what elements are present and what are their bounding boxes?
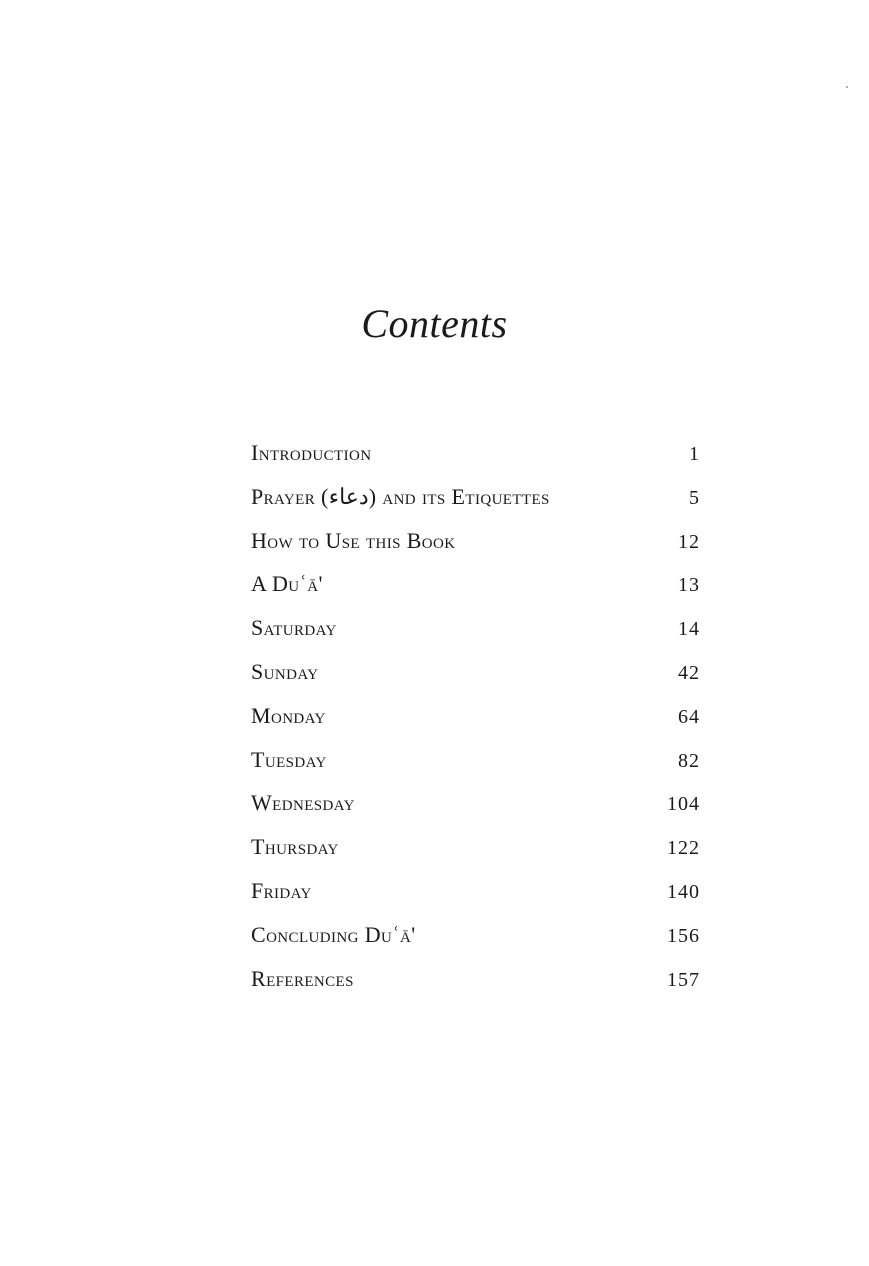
toc-entry-title: How to Use this Book	[251, 527, 456, 553]
toc-entry-page-number: 12	[678, 530, 700, 553]
page-title: Contents	[361, 301, 508, 346]
toc-entry-title: References	[251, 965, 354, 991]
toc-entry-page-number: 122	[667, 837, 700, 860]
toc-entry-title: Sunday	[251, 658, 319, 684]
toc-entry-wednesday[interactable]	[251, 790, 700, 834]
toc-entry-title: Thursday	[251, 834, 339, 860]
toc-entry-title: Prayer (دعاء) and its Etiquettes	[251, 483, 550, 509]
toc-entry-page-number: 42	[678, 661, 700, 684]
toc-entry-page-number: 1	[689, 443, 700, 465]
toc-entry-page-number: 104	[667, 793, 700, 816]
toc-entry-friday[interactable]	[251, 878, 700, 922]
toc-entry-page-number: 5	[689, 486, 700, 509]
toc-entry-page-number: 140	[667, 880, 700, 903]
toc-entry-page-number: 64	[678, 705, 700, 728]
toc-entry-title: Wednesday	[251, 790, 355, 816]
toc-entry-sunday[interactable]	[251, 659, 700, 703]
toc-entry-title: Concluding Duʿā'	[251, 921, 416, 947]
table-of-contents	[251, 440, 700, 1009]
toc-entry-a-dua[interactable]	[251, 571, 700, 615]
toc-entry-page-number: 82	[678, 749, 700, 772]
toc-entry-how-to-use-this-book[interactable]	[251, 528, 700, 572]
toc-entry-concluding-dua[interactable]	[251, 922, 700, 966]
toc-entry-title: Friday	[251, 877, 312, 903]
toc-entry-title: Introduction	[251, 440, 372, 465]
toc-entry-prayer-and-its-etiquettes[interactable]	[251, 484, 700, 528]
toc-entry-title: Monday	[251, 702, 326, 728]
toc-entry-monday[interactable]	[251, 703, 700, 747]
toc-entry-page-number: 157	[667, 968, 700, 991]
toc-entry-page-number: 13	[678, 574, 700, 597]
toc-entry-references[interactable]	[251, 966, 700, 1010]
toc-entry-page-number: 14	[678, 618, 700, 641]
toc-entry-saturday[interactable]	[251, 615, 700, 659]
toc-entry-introduction[interactable]	[251, 440, 700, 484]
toc-entry-page-number: 156	[667, 924, 700, 947]
toc-entry-title: Saturday	[251, 615, 337, 641]
toc-entry-tuesday[interactable]	[251, 747, 700, 791]
toc-entry-title: Tuesday	[251, 746, 327, 772]
toc-entry-thursday[interactable]	[251, 834, 700, 878]
scan-speck	[846, 86, 848, 88]
toc-entry-title: A Duʿā'	[251, 571, 323, 597]
